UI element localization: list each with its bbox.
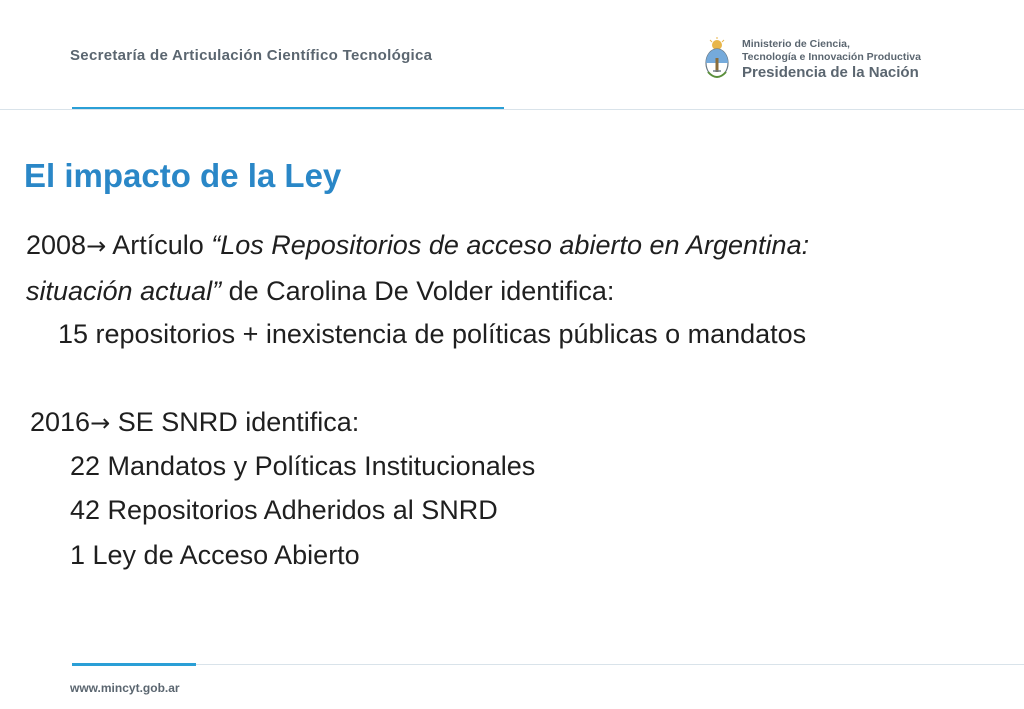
footer-accent-rule	[72, 663, 196, 666]
p1-pre: Artículo	[106, 230, 212, 260]
p2-line-1	[30, 407, 359, 438]
p1-article-title-part2: situación actual”	[26, 276, 222, 306]
right-arrow-icon: →	[86, 232, 107, 260]
p1-line-1	[26, 230, 809, 261]
right-arrow-icon: →	[90, 409, 111, 437]
logo-line-1: Ministerio de Ciencia,	[742, 38, 850, 50]
argentina-crest-icon	[703, 36, 731, 82]
p1-article-title-part1: “Los Repositorios de acceso abierto en Argentina:	[211, 230, 810, 260]
p1-post: de Carolina De Volder identifica:	[221, 276, 615, 306]
p2-text: SE SNRD identifica:	[110, 407, 360, 437]
header-divider	[0, 109, 1024, 110]
header-title: Secretaría de Articulación Científico Tecnológica	[70, 47, 433, 64]
list-item: 22 Mandatos y Políticas Institucionales	[70, 451, 536, 481]
p1-detail: 15 repositorios + inexistencia de políticas públicas o mandatos	[58, 319, 807, 349]
ministry-logo	[700, 36, 980, 84]
p1-line-2	[26, 276, 614, 307]
slide-title: El impacto de la Ley	[24, 157, 342, 194]
logo-line-3: Presidencia de la Nación	[742, 64, 919, 81]
p2-year: 2016	[30, 407, 91, 437]
list-item: 1 Ley de Acceso Abierto	[70, 540, 360, 570]
footer-divider	[196, 664, 1024, 665]
list-item: 42 Repositorios Adheridos al SNRD	[70, 495, 498, 525]
p1-year: 2008	[26, 230, 87, 260]
footer-url: www.mincyt.gob.ar	[70, 681, 180, 695]
logo-line-2: Tecnología e Innovación Productiva	[742, 51, 921, 63]
